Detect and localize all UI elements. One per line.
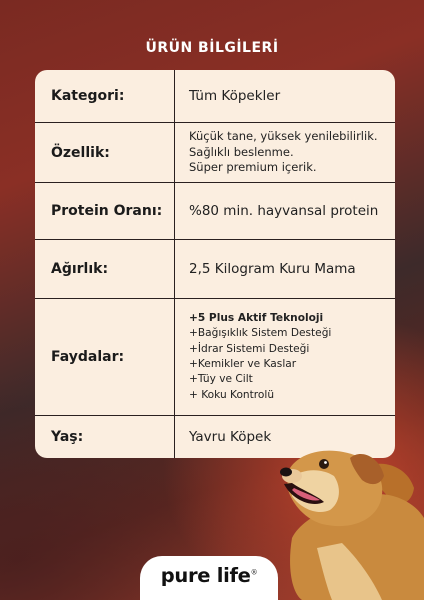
table-row-weight bbox=[35, 240, 395, 299]
row-value bbox=[175, 123, 395, 182]
value-line: 2,5 Kilogram Kuru Mama bbox=[189, 261, 356, 277]
table-row-benefits bbox=[35, 299, 395, 416]
value-line: Yavru Köpek bbox=[189, 429, 272, 445]
product-info-table bbox=[35, 70, 395, 458]
row-label: Yaş: bbox=[35, 416, 175, 458]
table-row-category bbox=[35, 70, 395, 123]
row-label: Protein Oranı: bbox=[35, 183, 175, 239]
table-row-features bbox=[35, 123, 395, 183]
value-line: +5 Plus Aktif Teknoloji bbox=[189, 312, 324, 325]
row-label: Ağırlık: bbox=[35, 240, 175, 298]
row-label: Özellik: bbox=[35, 123, 175, 182]
row-label: Kategori: bbox=[35, 70, 175, 122]
dog-image bbox=[262, 428, 424, 600]
registered-mark: ® bbox=[250, 568, 258, 577]
table-row-protein bbox=[35, 183, 395, 240]
value-line: Süper premium içerik. bbox=[189, 160, 317, 175]
value-line: Sağlıklı beslenme. bbox=[189, 144, 294, 159]
value-line: +Tüy ve Cilt bbox=[189, 373, 253, 386]
value-line: + Koku Kontrolü bbox=[189, 388, 275, 401]
row-value bbox=[175, 183, 395, 239]
value-line: Küçük tane, yüksek yenilebilirlik. bbox=[189, 129, 378, 144]
row-value bbox=[175, 299, 395, 415]
value-line: %80 min. hayvansal protein bbox=[189, 203, 379, 219]
brand-logo bbox=[140, 564, 278, 587]
row-label: Faydalar: bbox=[35, 299, 175, 415]
row-value bbox=[175, 70, 395, 122]
value-line: +İdrar Sistemi Desteği bbox=[189, 342, 310, 355]
row-value bbox=[175, 240, 395, 298]
brand-name: pure life bbox=[160, 564, 251, 587]
value-line: +Kemikler ve Kaslar bbox=[189, 358, 297, 370]
value-line: Tüm Köpekler bbox=[189, 88, 281, 104]
page-title: ÜRÜN BİLGİLERİ bbox=[145, 40, 279, 56]
value-line: +Bağışıklık Sistem Desteği bbox=[189, 327, 332, 340]
